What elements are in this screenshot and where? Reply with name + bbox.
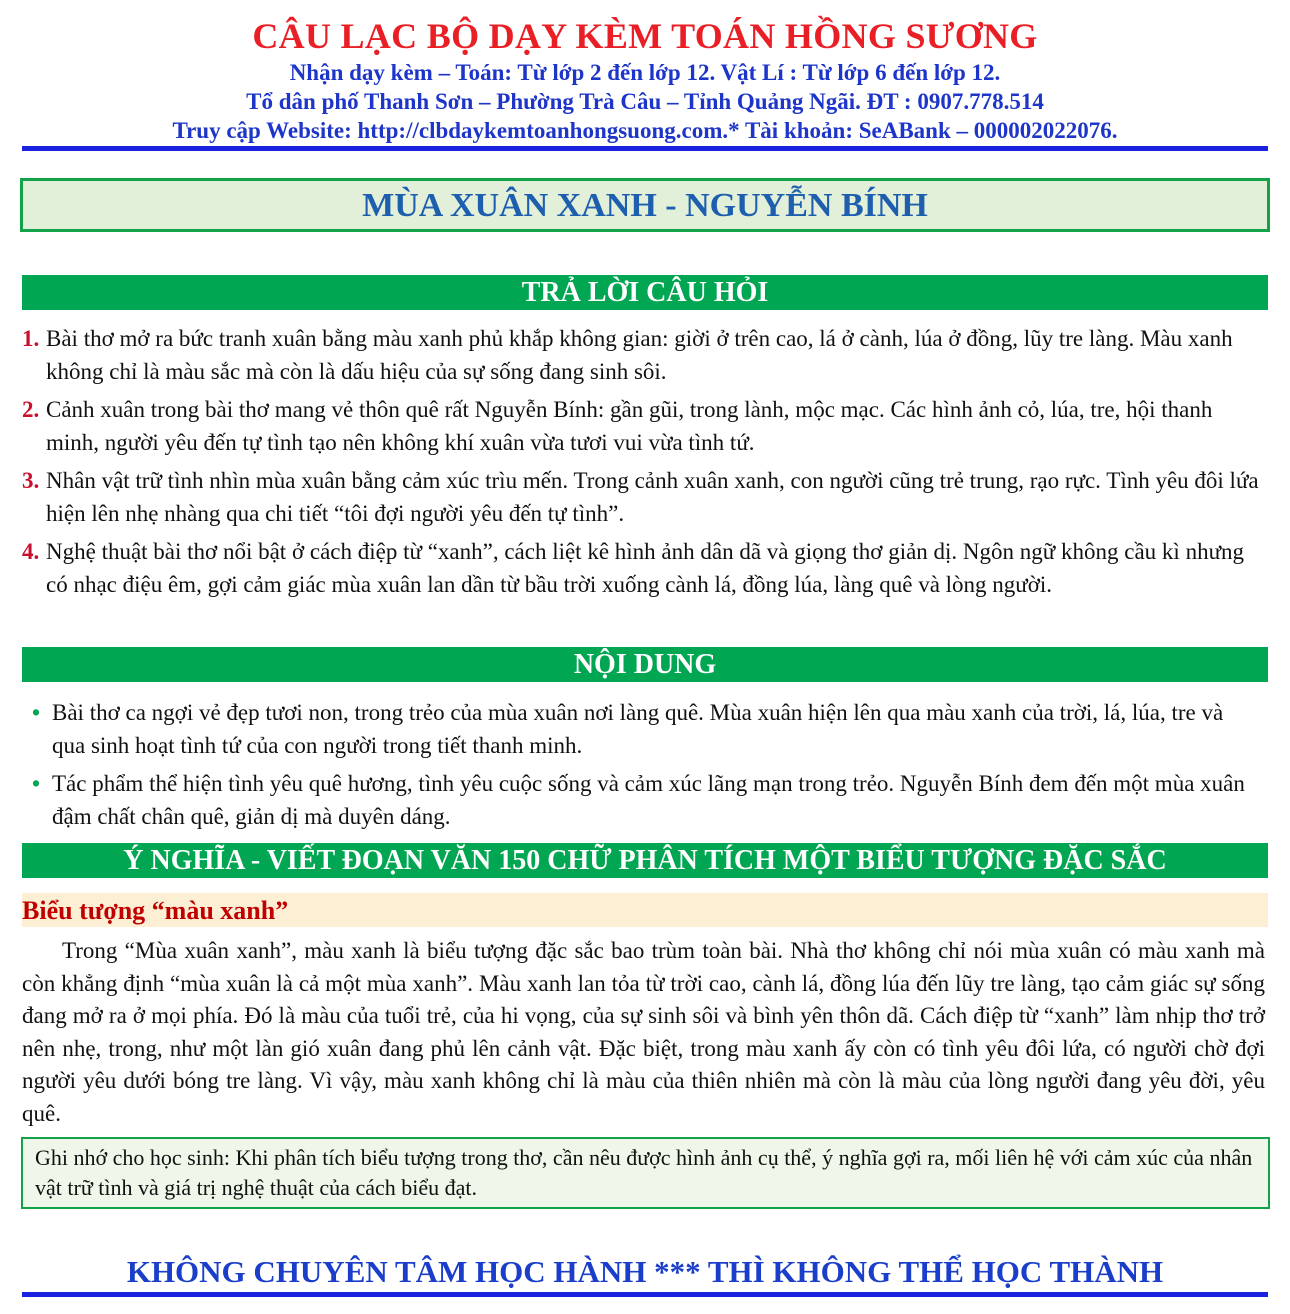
- footer-motto: KHÔNG CHUYÊN TÂM HỌC HÀNH *** THÌ KHÔNG THỂ HỌC THÀNH: [126, 1254, 1164, 1289]
- bullet-icon: •: [32, 771, 41, 796]
- content-item: [30, 697, 1262, 762]
- content-item: [30, 768, 1262, 833]
- answer-item: [22, 323, 1268, 388]
- answer-text: Nghệ thuật bài thơ nổi bật ở cách điệp từ “xanh”, cách liệt kê hình ảnh dân dã và giọng thơ giản dị. Ngôn ngữ không cầu kì nhưng có nhạc điệu êm, gợi cảm giác mùa xuân lan dần từ bầu trời xuống cành lá, đồng lúa, làng quê và lòng người.: [46, 539, 1245, 597]
- student-note: Ghi nhớ cho học sinh: Khi phân tích biểu tượng trong thơ, cần nêu được hình ảnh cụ thể, ý nghĩa gợi ra, mối liên hệ với cảm xúc của nhân vật trữ tình và giá trị nghệ thuật của cách biểu đạt.: [21, 1137, 1270, 1209]
- club-title: CÂU LẠC BỘ DẠY KÈM TOÁN HỒNG SƯƠNG: [252, 16, 1038, 56]
- answer-number: 2.: [22, 397, 40, 422]
- content-list: [30, 697, 1262, 839]
- header-address-line: Tổ dân phố Thanh Sơn – Phường Trà Câu – Tỉnh Quảng Ngãi. ĐT : 0907.778.514: [246, 89, 1044, 114]
- content-text: Tác phẩm thể hiện tình yêu quê hương, tình yêu cuộc sống và cảm xúc lãng mạn trong trẻo. Nguyễn Bính đem đến một mùa xuân đậm chất chân quê, giản dị mà duyên dáng.: [52, 771, 1245, 829]
- answer-item: [22, 536, 1268, 601]
- content-heading: NỘI DUNG: [22, 647, 1268, 682]
- answer-text: Cảnh xuân trong bài thơ mang vẻ thôn quê rất Nguyễn Bính: gần gũi, trong lành, mộc mạc. Các hình ảnh cỏ, lúa, tre, hội thanh minh, người yêu đến tự tình tạo nên không khí xuân vừa tươi vui vừa tình tứ.: [46, 397, 1213, 455]
- answer-number: 4.: [22, 539, 40, 564]
- lesson-title: MÙA XUÂN XANH - NGUYỄN BÍNH: [20, 178, 1270, 232]
- header-divider: [22, 146, 1268, 151]
- footer-divider: [22, 1292, 1268, 1297]
- answer-item: [22, 465, 1268, 530]
- answer-number: 1.: [22, 326, 40, 351]
- page-header: [0, 14, 1290, 145]
- answer-number: 3.: [22, 468, 40, 493]
- answers-heading: TRẢ LỜI CÂU HỎI: [22, 275, 1268, 310]
- answer-text: Bài thơ mở ra bức tranh xuân bằng màu xanh phủ khắp không gian: giời ở trên cao, lá ở cành, lúa ở đồng, lũy tre làng. Màu xanh không chỉ là màu sắc mà còn là dấu hiệu của sự sống đang sinh sôi.: [46, 326, 1233, 384]
- answer-text: Nhân vật trữ tình nhìn mùa xuân bằng cảm xúc trìu mến. Trong cảnh xuân xanh, con người cũng trẻ trung, rạo rực. Tình yêu đôi lứa hiện lên nhẹ nhàng qua chi tiết “tôi đợi người yêu đến tự tình”.: [46, 468, 1259, 526]
- bullet-icon: •: [32, 700, 41, 725]
- meaning-heading: Ý NGHĨA - VIẾT ĐOẠN VĂN 150 CHỮ PHÂN TÍCH MỘT BIỂU TƯỢNG ĐẶC SẮC: [22, 843, 1268, 878]
- analysis-paragraph: Trong “Mùa xuân xanh”, màu xanh là biểu tượng đặc sắc bao trùm toàn bài. Nhà thơ không chỉ nói mùa xuân có màu xanh mà còn khẳng định “mùa xuân là cả một mùa xanh”. Màu xanh lan tỏa từ trời cao, cành lá, đồng lúa đến lũy tre làng, tạo cảm giác sự sống đang mở ra ở mọi phía. Đó là màu của tuổi trẻ, của hi vọng, của sự sinh sôi và bình yên thôn dã. Cách điệp từ “xanh” làm nhịp thơ trở nên nhẹ, trong, như một làn gió xuân đang phủ lên cảnh vật. Đặc biệt, trong màu xanh ấy còn có tình yêu đôi lứa, có người chờ đợi người yêu dưới bóng tre làng. Vì vậy, màu xanh không chỉ là màu của thiên nhiên mà còn là màu của lòng người đang yêu đời, yêu quê.: [22, 938, 1265, 1126]
- answer-item: [22, 394, 1268, 459]
- header-website-line: Truy cập Website: http://clbdaykemtoanhongsuong.com.* Tài khoản: SeABank – 000002022076.: [172, 118, 1118, 143]
- header-subjects-line: Nhận dạy kèm – Toán: Từ lớp 2 đến lớp 12. Vật Lí : Từ lớp 6 đến lớp 12.: [289, 60, 1001, 85]
- answers-list: [22, 323, 1268, 607]
- content-text: Bài thơ ca ngợi vẻ đẹp tươi non, trong trẻo của mùa xuân nơi làng quê. Mùa xuân hiện lên qua màu xanh của trời, lá, lúa, tre và qua sinh hoạt tình tứ của con người trong tiết thanh minh.: [52, 700, 1224, 758]
- symbol-subheading: Biểu tượng “màu xanh”: [22, 893, 1268, 927]
